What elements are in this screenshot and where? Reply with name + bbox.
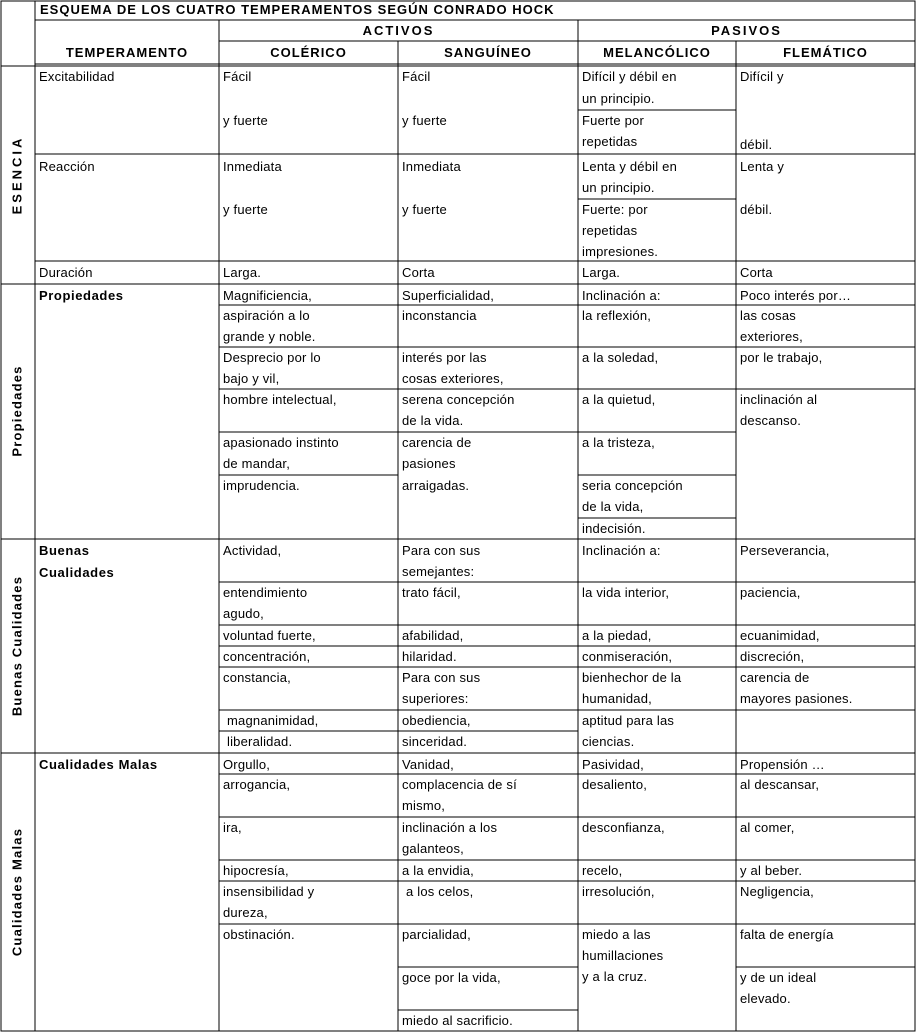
section-esencia: ESENCIA [9, 135, 25, 215]
cell-text: superiores: [402, 691, 469, 706]
cell-text: Poco interés por… [740, 288, 852, 303]
cell-text: elevado. [740, 991, 791, 1006]
cell-text: repetidas [582, 223, 638, 238]
cell-text: paciencia, [740, 585, 801, 600]
cell-text: insensibilidad y [223, 884, 315, 899]
header-sanguineo: SANGUÍNEO [444, 45, 532, 60]
cell-text: a la soledad, [582, 350, 659, 365]
group-pasivos: PASIVOS [711, 23, 782, 38]
cell-text: Perseverancia, [740, 543, 830, 558]
cell-text: débil. [740, 202, 773, 217]
cell-text: voluntad fuerte, [223, 628, 316, 643]
cell-text: hipocresía, [223, 863, 289, 878]
cell-text: desaliento, [582, 777, 648, 792]
cell-text: débil. [740, 137, 773, 152]
cell-text: y fuerte [223, 113, 268, 128]
section-propiedades: Propiedades [9, 365, 25, 457]
cell-text: a la quietud, [582, 392, 656, 407]
cell-text: Inmediata [402, 159, 461, 174]
cell-text: Propensión … [740, 757, 825, 772]
cell-text: liberalidad. [227, 734, 293, 749]
cell-text: Para con sus [402, 543, 481, 558]
label-buenas-2: Cualidades [39, 565, 115, 580]
cell-text: mayores pasiones. [740, 691, 853, 706]
cell-text: de mandar, [223, 456, 291, 471]
cell-text: y fuerte [402, 113, 447, 128]
cell-text: humillaciones [582, 948, 664, 963]
header-colerico: COLÉRICO [270, 45, 347, 60]
cell-text: Corta [402, 265, 435, 280]
cell-text: y al beber. [740, 863, 803, 878]
cell-text: hombre intelectual, [223, 392, 337, 407]
cell-text: complacencia de sí [402, 777, 517, 792]
cell-text: exteriores, [740, 329, 803, 344]
cell-text: Vanidad, [402, 757, 454, 772]
cell-text: de la vida. [402, 413, 464, 428]
label-excitabilidad: Excitabilidad [39, 69, 115, 84]
cell-text: desconfianza, [582, 820, 665, 835]
cell-text: obediencia, [402, 713, 471, 728]
cell-text: y a la cruz. [582, 969, 648, 984]
cell-text: por le trabajo, [740, 350, 823, 365]
cell-text: al descansar, [740, 777, 820, 792]
cell-text: carencia de [402, 435, 472, 450]
cell-text: goce por la vida, [402, 970, 501, 985]
cell-text: y fuerte [402, 202, 447, 217]
cell-text: Fácil [402, 69, 431, 84]
cell-text: Larga. [582, 265, 621, 280]
cell-text: trato fácil, [402, 585, 461, 600]
cell-text: un principio. [582, 180, 655, 195]
cell-text: Pasividad, [582, 757, 644, 772]
label-buenas-1: Buenas [39, 543, 90, 558]
cell-text: arraigadas. [402, 478, 470, 493]
cell-text: cosas exteriores, [402, 371, 504, 386]
cell-text: carencia de [740, 670, 810, 685]
cell-text: Negligencia, [740, 884, 814, 899]
header-temperamento: TEMPERAMENTO [65, 45, 189, 60]
cell-text: concentración, [223, 649, 311, 664]
cell-text: dureza, [223, 905, 268, 920]
cell-text: galanteos, [402, 841, 464, 856]
cell-text: sinceridad. [402, 734, 468, 749]
cell-text: imprudencia. [223, 478, 300, 493]
cell-text: entendimiento [223, 585, 308, 600]
cell-text: parcialidad, [402, 927, 471, 942]
cell-text: Corta [740, 265, 773, 280]
cell-text: Inmediata [223, 159, 282, 174]
cell-text: impresiones. [582, 244, 659, 259]
label-reaccion: Reacción [39, 159, 95, 174]
group-activos: ACTIVOS [362, 23, 435, 38]
cell-text: irresolución, [582, 884, 655, 899]
cell-text: y fuerte [223, 202, 268, 217]
cell-text: miedo al sacrificio. [402, 1013, 513, 1028]
header-flematico: FLEMÁTICO [783, 45, 868, 60]
cell-text: a la tristeza, [582, 435, 655, 450]
cell-text: Lenta y débil en [582, 159, 677, 174]
label-malas: Cualidades Malas [39, 757, 158, 772]
cell-text: un principio. [582, 91, 655, 106]
cell-text: repetidas [582, 134, 638, 149]
cell-text: bajo y vil, [223, 371, 280, 386]
cell-text: interés por las [402, 350, 487, 365]
cell-text: magnanimidad, [227, 713, 319, 728]
cell-text: recelo, [582, 863, 623, 878]
cell-text: Para con sus [402, 670, 481, 685]
section-buenas-cualidades: Buenas Cualidades [9, 575, 25, 717]
cell-text: aptitud para las [582, 713, 675, 728]
cell-text: las cosas [740, 308, 796, 323]
cell-text: Lenta y [740, 159, 785, 174]
cell-text: ciencias. [582, 734, 635, 749]
cell-text: conmiseración, [582, 649, 673, 664]
cell-text: indecisión. [582, 521, 646, 536]
section-cualidades-malas: Cualidades Malas [9, 827, 25, 957]
cell-text: ira, [223, 820, 242, 835]
label-duracion: Duración [39, 265, 93, 280]
cell-text: Inclinación a: [582, 288, 661, 303]
cell-text: inconstancia [402, 308, 477, 323]
cell-text: serena concepción [402, 392, 515, 407]
cell-text: Orgullo, [223, 757, 271, 772]
cell-text: agudo, [223, 606, 264, 621]
cell-text: Desprecio por lo [223, 350, 321, 365]
cell-text: Superficialidad, [402, 288, 495, 303]
cell-text: constancia, [223, 670, 291, 685]
cell-text: Difícil y [740, 69, 784, 84]
cell-text: Larga. [223, 265, 262, 280]
cell-text: mismo, [402, 798, 446, 813]
cell-text: descanso. [740, 413, 802, 428]
cell-text: Fuerte: por [582, 202, 648, 217]
cell-text: Difícil y débil en [582, 69, 677, 84]
cell-text: inclinación a los [402, 820, 498, 835]
cell-text: humanidad, [582, 691, 652, 706]
header-melancolico: MELANCÓLICO [603, 45, 711, 60]
cell-text: arrogancia, [223, 777, 291, 792]
cell-text: Fuerte por [582, 113, 644, 128]
cell-text: ecuanimidad, [740, 628, 820, 643]
cell-text: la reflexión, [582, 308, 652, 323]
cell-text: hilaridad. [402, 649, 457, 664]
cell-text: Actividad, [223, 543, 282, 558]
cell-text: la vida interior, [582, 585, 670, 600]
cell-text: bienhechor de la [582, 670, 682, 685]
cell-text: Fácil [223, 69, 252, 84]
cell-text: y de un ideal [740, 970, 817, 985]
cell-text: seria concepción [582, 478, 683, 493]
cell-text: de la vida, [582, 499, 644, 514]
cell-text: afabilidad, [402, 628, 464, 643]
cell-text: pasiones [402, 456, 456, 471]
cell-text: obstinación. [223, 927, 295, 942]
cell-text: aspiración a lo [223, 308, 310, 323]
cell-text: a la envidia, [402, 863, 474, 878]
cell-text: al comer, [740, 820, 795, 835]
cell-text: inclinación al [740, 392, 818, 407]
cell-text: semejantes: [402, 564, 475, 579]
cell-text: Magnificiencia, [223, 288, 312, 303]
cell-text: a la piedad, [582, 628, 652, 643]
cell-text: Inclinación a: [582, 543, 661, 558]
cell-text: miedo a las [582, 927, 651, 942]
cell-text: a los celos, [406, 884, 474, 899]
cell-text: apasionado instinto [223, 435, 339, 450]
cell-text: falta de energía [740, 927, 834, 942]
table-title: ESQUEMA DE LOS CUATRO TEMPERAMENTOS SEGÚN CONRADO HOCK [40, 2, 555, 17]
label-propiedades: Propiedades [39, 288, 124, 303]
cell-text: discreción, [740, 649, 805, 664]
cell-text: grande y noble. [223, 329, 316, 344]
